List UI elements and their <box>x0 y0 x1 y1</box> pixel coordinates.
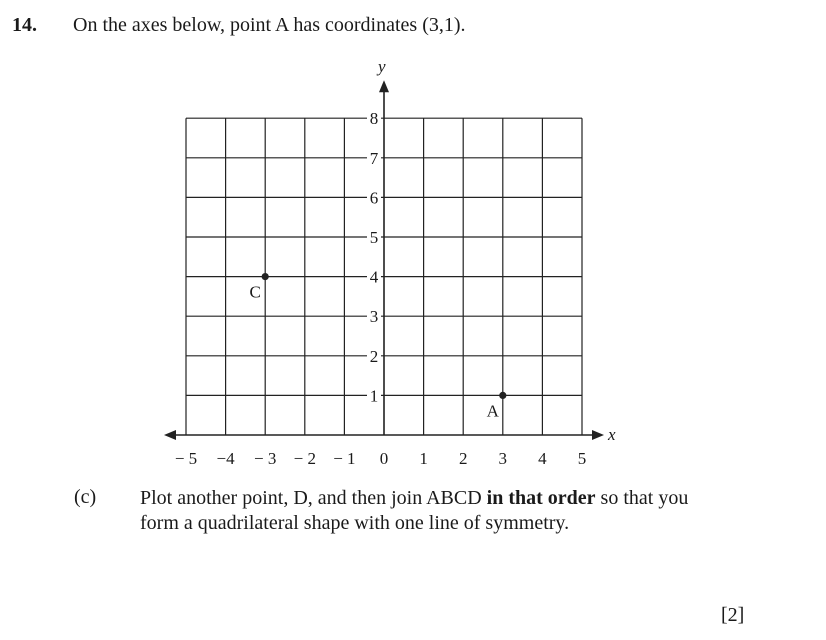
x-tick-label: −4 <box>216 449 235 468</box>
y-tick-label: 8 <box>369 109 379 129</box>
instruction-text-after: so that you <box>595 487 689 509</box>
x-axis-arrow-left <box>164 430 176 440</box>
y-tick-label: 3 <box>369 307 379 327</box>
part-label: (c) <box>74 486 97 508</box>
plotted-point <box>262 273 269 280</box>
x-tick-label: 1 <box>419 449 428 468</box>
y-tick-label: 6 <box>369 188 379 208</box>
part-instruction <box>140 486 688 536</box>
x-axis-arrow-right <box>592 430 604 440</box>
x-tick-label: 2 <box>458 449 468 468</box>
instruction-text-before: Plot another point, D, and then join ABCD <box>140 487 487 509</box>
x-tick-label: 3 <box>498 449 508 468</box>
question-number: 14. <box>12 14 37 36</box>
y-axis-arrow-up <box>379 80 389 92</box>
x-tick-label: − 3 <box>254 449 277 468</box>
marks-indicator: [2] <box>721 604 745 626</box>
question-text: On the axes below, point A has coordinates (3,1). <box>73 14 466 36</box>
x-tick-label: − 5 <box>174 449 198 468</box>
plotted-point <box>499 392 506 399</box>
y-tick-label: 1 <box>369 386 379 406</box>
y-axis-name: y <box>378 57 386 77</box>
y-tick-label: 5 <box>369 228 379 247</box>
x-tick-label: − 1 <box>333 449 356 468</box>
x-tick-label: 5 <box>577 449 587 468</box>
x-axis-name: x <box>608 425 616 444</box>
instruction-line-1 <box>140 486 688 511</box>
point-label: C <box>249 282 261 302</box>
instruction-line-2: form a quadrilateral shape with one line of symmetry. <box>140 512 570 534</box>
x-tick-label: 0 <box>379 449 389 468</box>
y-tick-label: 4 <box>369 267 379 287</box>
y-tick-label: 2 <box>369 346 379 366</box>
instruction-emphasis: in that order <box>486 487 596 509</box>
x-tick-label: 4 <box>538 449 547 468</box>
x-tick-label: − 2 <box>293 449 316 468</box>
point-label: A <box>486 401 499 421</box>
y-tick-label: 7 <box>369 148 379 168</box>
